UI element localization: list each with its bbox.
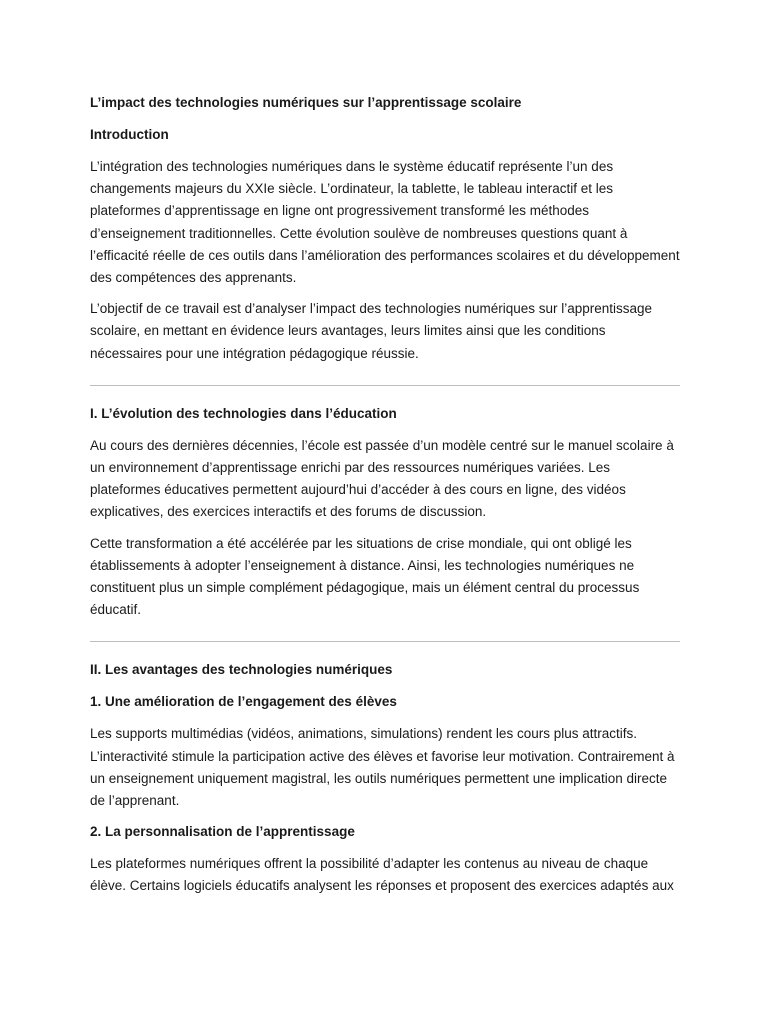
document-body [90,92,680,907]
subsection-2-paragraph: Les plateformes numériques offrent la possibilité d’adapter les contenus au niveau de chaque élève. Certains logiciels éducatifs analysent les réponses et proposent des exercices adaptés aux [90,856,674,894]
section-divider [90,385,680,386]
subsection-1-paragraph: Les supports multimédias (vidéos, animations, simulations) rendent les cours plus attractifs. L’interactivité stimule la participation active des élèves et favorise leur motivation. Contrairement à un enseignement uniquement magistral, les outils numériques permettent une implication directe de l’apprenant. [90,726,675,809]
intro-paragraph-2: L’objectif de ce travail est d’analyser l’impact des technologies numériques sur l’apprentissage scolaire, en mettant en évidence leurs avantages, leurs limites ainsi que les conditions nécessaires pour une intégration pédagogique réussie. [90,301,653,361]
subsection-2-heading: 2. La personnalisation de l’apprentissage [90,824,355,840]
document-title: L’impact des technologies numériques sur l’apprentissage scolaire [90,95,522,110]
section-1-paragraph-2: Cette transformation a été accélérée par les situations de crise mondiale, qui ont obligé les établissements à adopter l’enseignement à distance. Ainsi, les technologies numériques ne constituent plus un simple complément pédagogique, mais un élément central du processus éducatif. [90,535,640,618]
intro-paragraph-1: L’intégration des technologies numériques dans le système éducatif représente l’un des changements majeurs du XXIe siècle. L’ordinateur, la tablette, le tableau interactif et les plateformes d’apprentissage en ligne ont progressivement transformé les méthodes d’enseignement traditionnelles. Cette évolution soulève de nombreuses questions quant à l’efficacité réelle de ces outils dans l’amélioration des performances scolaires et du développement des compétences des apprenants. [90,159,680,286]
section-2-heading: II. Les avantages des technologies numériques [90,662,393,678]
section-1-paragraph-1: Au cours des dernières décennies, l’école est passée d’un modèle centré sur le manuel scolaire à un environnement d’apprentissage enrichi par des ressources numériques variées. Les plateformes éducatives permettent aujourd’hui d’accéder à des cours en ligne, des vidéos explicatives, des exercices interactifs et des forums de discussion. [90,437,674,520]
intro-heading: Introduction [90,127,169,142]
subsection-1-heading: 1. Une amélioration de l’engagement des élèves [90,694,397,710]
section-divider [90,641,680,642]
section-1-heading: I. L’évolution des technologies dans l’éducation [90,405,397,421]
